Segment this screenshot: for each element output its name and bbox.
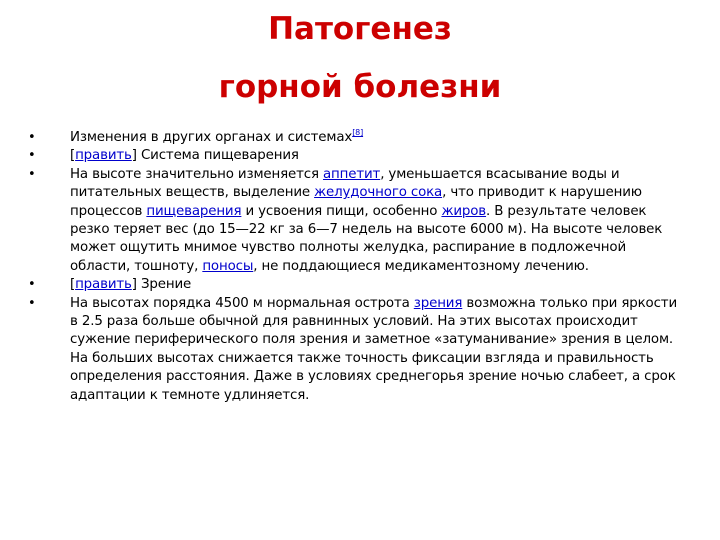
bullet-list [28, 129, 678, 405]
list-item [28, 166, 678, 276]
bullet-icon: • [28, 295, 36, 311]
link-vision[interactable]: зрения [413, 295, 463, 311]
bracket-open: [ [70, 277, 76, 293]
bullet-icon: • [28, 130, 36, 145]
item-text: возможна только при яркости в 2.5 раза больше обычной для равнинных условий. На этих высотах происходит сужение периферического поля зрения и заметное «затуманивание» зрения в целом. На больших высотах снижается также точность фиксации взгляда и правильность определения расстояния. Даже в условиях среднегорья зрение ночью слабеет, а срок адаптации к темноте удлиняется. [70, 295, 677, 403]
bullet-icon: • [28, 148, 36, 164]
edit-link[interactable]: править [75, 277, 132, 293]
item-text: , не поддающиеся медикаментозному лечению. [253, 258, 589, 274]
link-digestion[interactable]: пищеварения [146, 203, 242, 219]
item-text: Изменения в других органах и системах [70, 130, 353, 145]
bracket-open: [ [70, 148, 76, 164]
item-text: , что приводит к нарушению процессов [70, 185, 642, 219]
link-gastric-juice[interactable]: желудочного сока [314, 185, 443, 201]
list-item [28, 147, 678, 165]
bracket-close: ] [131, 277, 137, 293]
link-fats[interactable]: жиров [441, 203, 487, 219]
list-item [28, 276, 678, 294]
edit-link[interactable]: править [75, 148, 132, 164]
item-text: и усвоения пищи, особенно [241, 203, 442, 219]
section-heading: Зрение [136, 277, 192, 293]
bullet-icon: • [28, 166, 36, 182]
bracket-close: ] [131, 148, 137, 164]
link-diarrhea[interactable]: поносы [202, 258, 254, 274]
item-text: На высотах порядка 4500 м нормальная острота [70, 295, 414, 311]
slide-title-line-1: Патогенез [268, 11, 452, 47]
item-text: , уменьшается всасывание воды и питательных веществ, выделение [70, 166, 620, 201]
item-text: . В результате человек резко теряет вес (до 15—22 кг за 6—7 недель на высоте 6000 м). На высоте человек может ощутить мнимое чувство полноты желудка, распирание в подложечной области, тошноту, [70, 203, 663, 274]
reference-link[interactable]: [8] [352, 128, 364, 137]
list-item [28, 129, 678, 147]
bullet-icon: • [28, 277, 36, 293]
link-appetite[interactable]: аппетит [322, 166, 381, 182]
item-text: На высоте значительно изменяется [70, 166, 323, 182]
list-item [28, 295, 678, 405]
section-heading: Система пищеварения [136, 148, 299, 164]
slide-title [0, 0, 720, 116]
slide-title-line-2: горной болезни [218, 69, 502, 105]
